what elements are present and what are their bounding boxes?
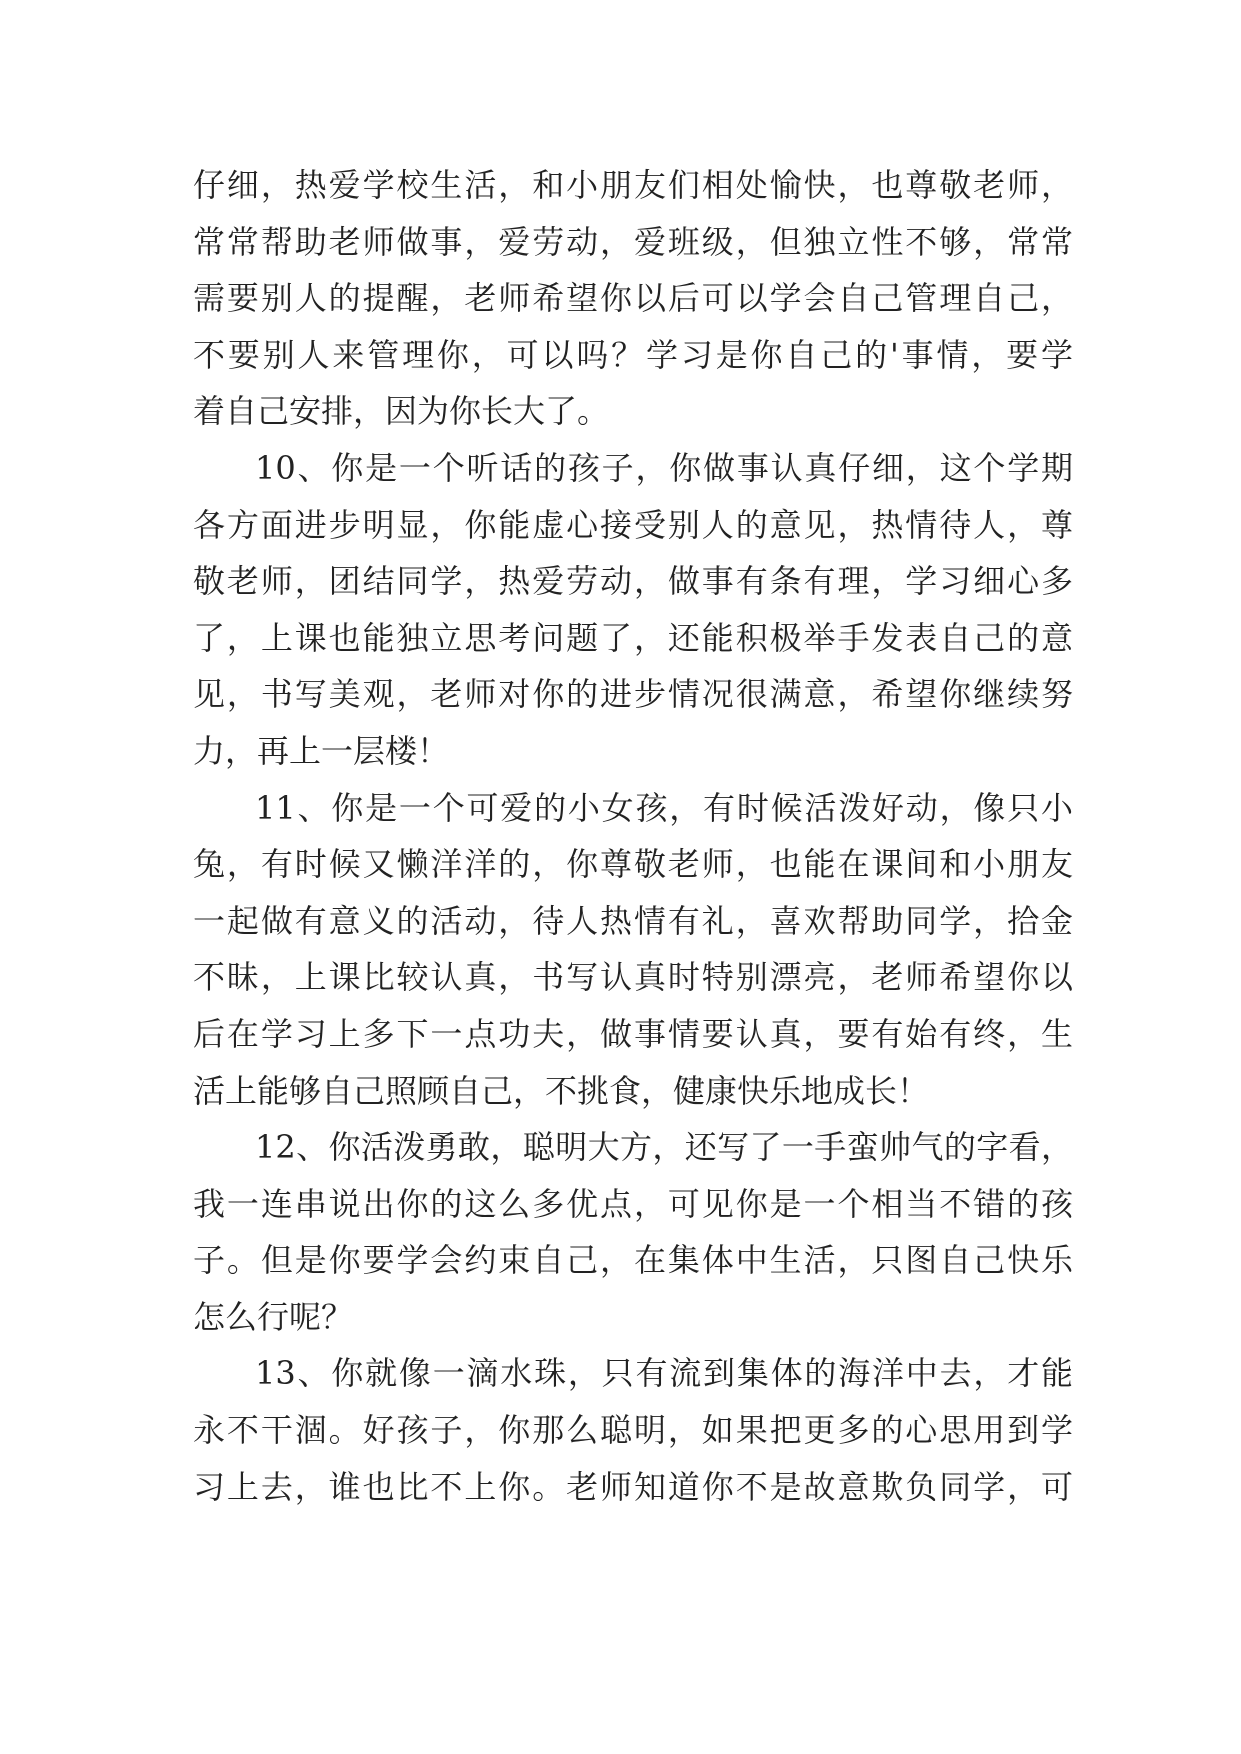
text-line: 一起做有意义的活动，待人热情有礼，喜欢帮助同学，拾金 — [193, 901, 1073, 940]
text-line: 了，上课也能独立思考问题了，还能积极举手发表自己的意 — [193, 618, 1073, 657]
text-line: 常常帮助老师做事，爱劳动，爱班级，但独立性不够，常常 — [193, 222, 1073, 261]
paragraph-11-first-line: 11、你是一个可爱的小女孩，有时候活泼好动，像只小 — [255, 788, 1073, 827]
document-body — [193, 157, 1073, 1515]
text-line: 我一连串说出你的这么多优点，可见你是一个相当不错的孩 — [193, 1184, 1073, 1223]
text-line: 子。但是你要学会约束自己，在集体中生活，只图自己快乐 — [193, 1241, 1073, 1280]
text-line: 力，再上一层楼！ — [193, 731, 450, 770]
text-line: 各方面进步明显，你能虚心接受别人的意见，热情待人，尊 — [193, 505, 1073, 544]
text-line: 见，书写美观，老师对你的进步情况很满意，希望你继续努 — [193, 675, 1073, 714]
text-line: 不昧，上课比较认真，书写认真时特别漂亮，老师希望你以 — [193, 958, 1073, 997]
text-line: 着自己安排，因为你长大了。 — [193, 392, 610, 431]
text-line: 活上能够自己照顾自己，不挑食，健康快乐地成长！ — [193, 1071, 930, 1110]
text-line: 后在学习上多下一点功夫，做事情要认真，要有始有终，生 — [193, 1014, 1073, 1053]
text-line: 永不干涸。好孩子，你那么聪明，如果把更多的心思用到学 — [193, 1411, 1073, 1450]
paragraph-10-first-line: 10、你是一个听话的孩子，你做事认真仔细，这个学期 — [255, 448, 1073, 487]
paragraph-13-first-line: 13、你就像一滴水珠，只有流到集体的海洋中去，才能 — [255, 1354, 1073, 1393]
text-line: 不要别人来管理你，可以吗？学习是你自己的'事情，要学 — [193, 335, 1073, 374]
text-line: 敬老师，团结同学，热爱劳动，做事有条有理，学习细心多 — [193, 562, 1073, 601]
text-line: 仔细，热爱学校生活，和小朋友们相处愉快，也尊敬老师， — [193, 166, 1073, 204]
text-line: 习上去，谁也比不上你。老师知道你不是故意欺负同学，可 — [193, 1467, 1073, 1506]
text-line: 需要别人的提醒，老师希望你以后可以学会自己管理自己， — [193, 279, 1073, 318]
text-line: 兔，有时候又懒洋洋的，你尊敬老师，也能在课间和小朋友 — [193, 845, 1073, 884]
text-line: 怎么行呢？ — [193, 1297, 354, 1336]
paragraph-12-first-line: 12、你活泼勇敢，聪明大方，还写了一手蛮帅气的字看， — [255, 1128, 1073, 1167]
